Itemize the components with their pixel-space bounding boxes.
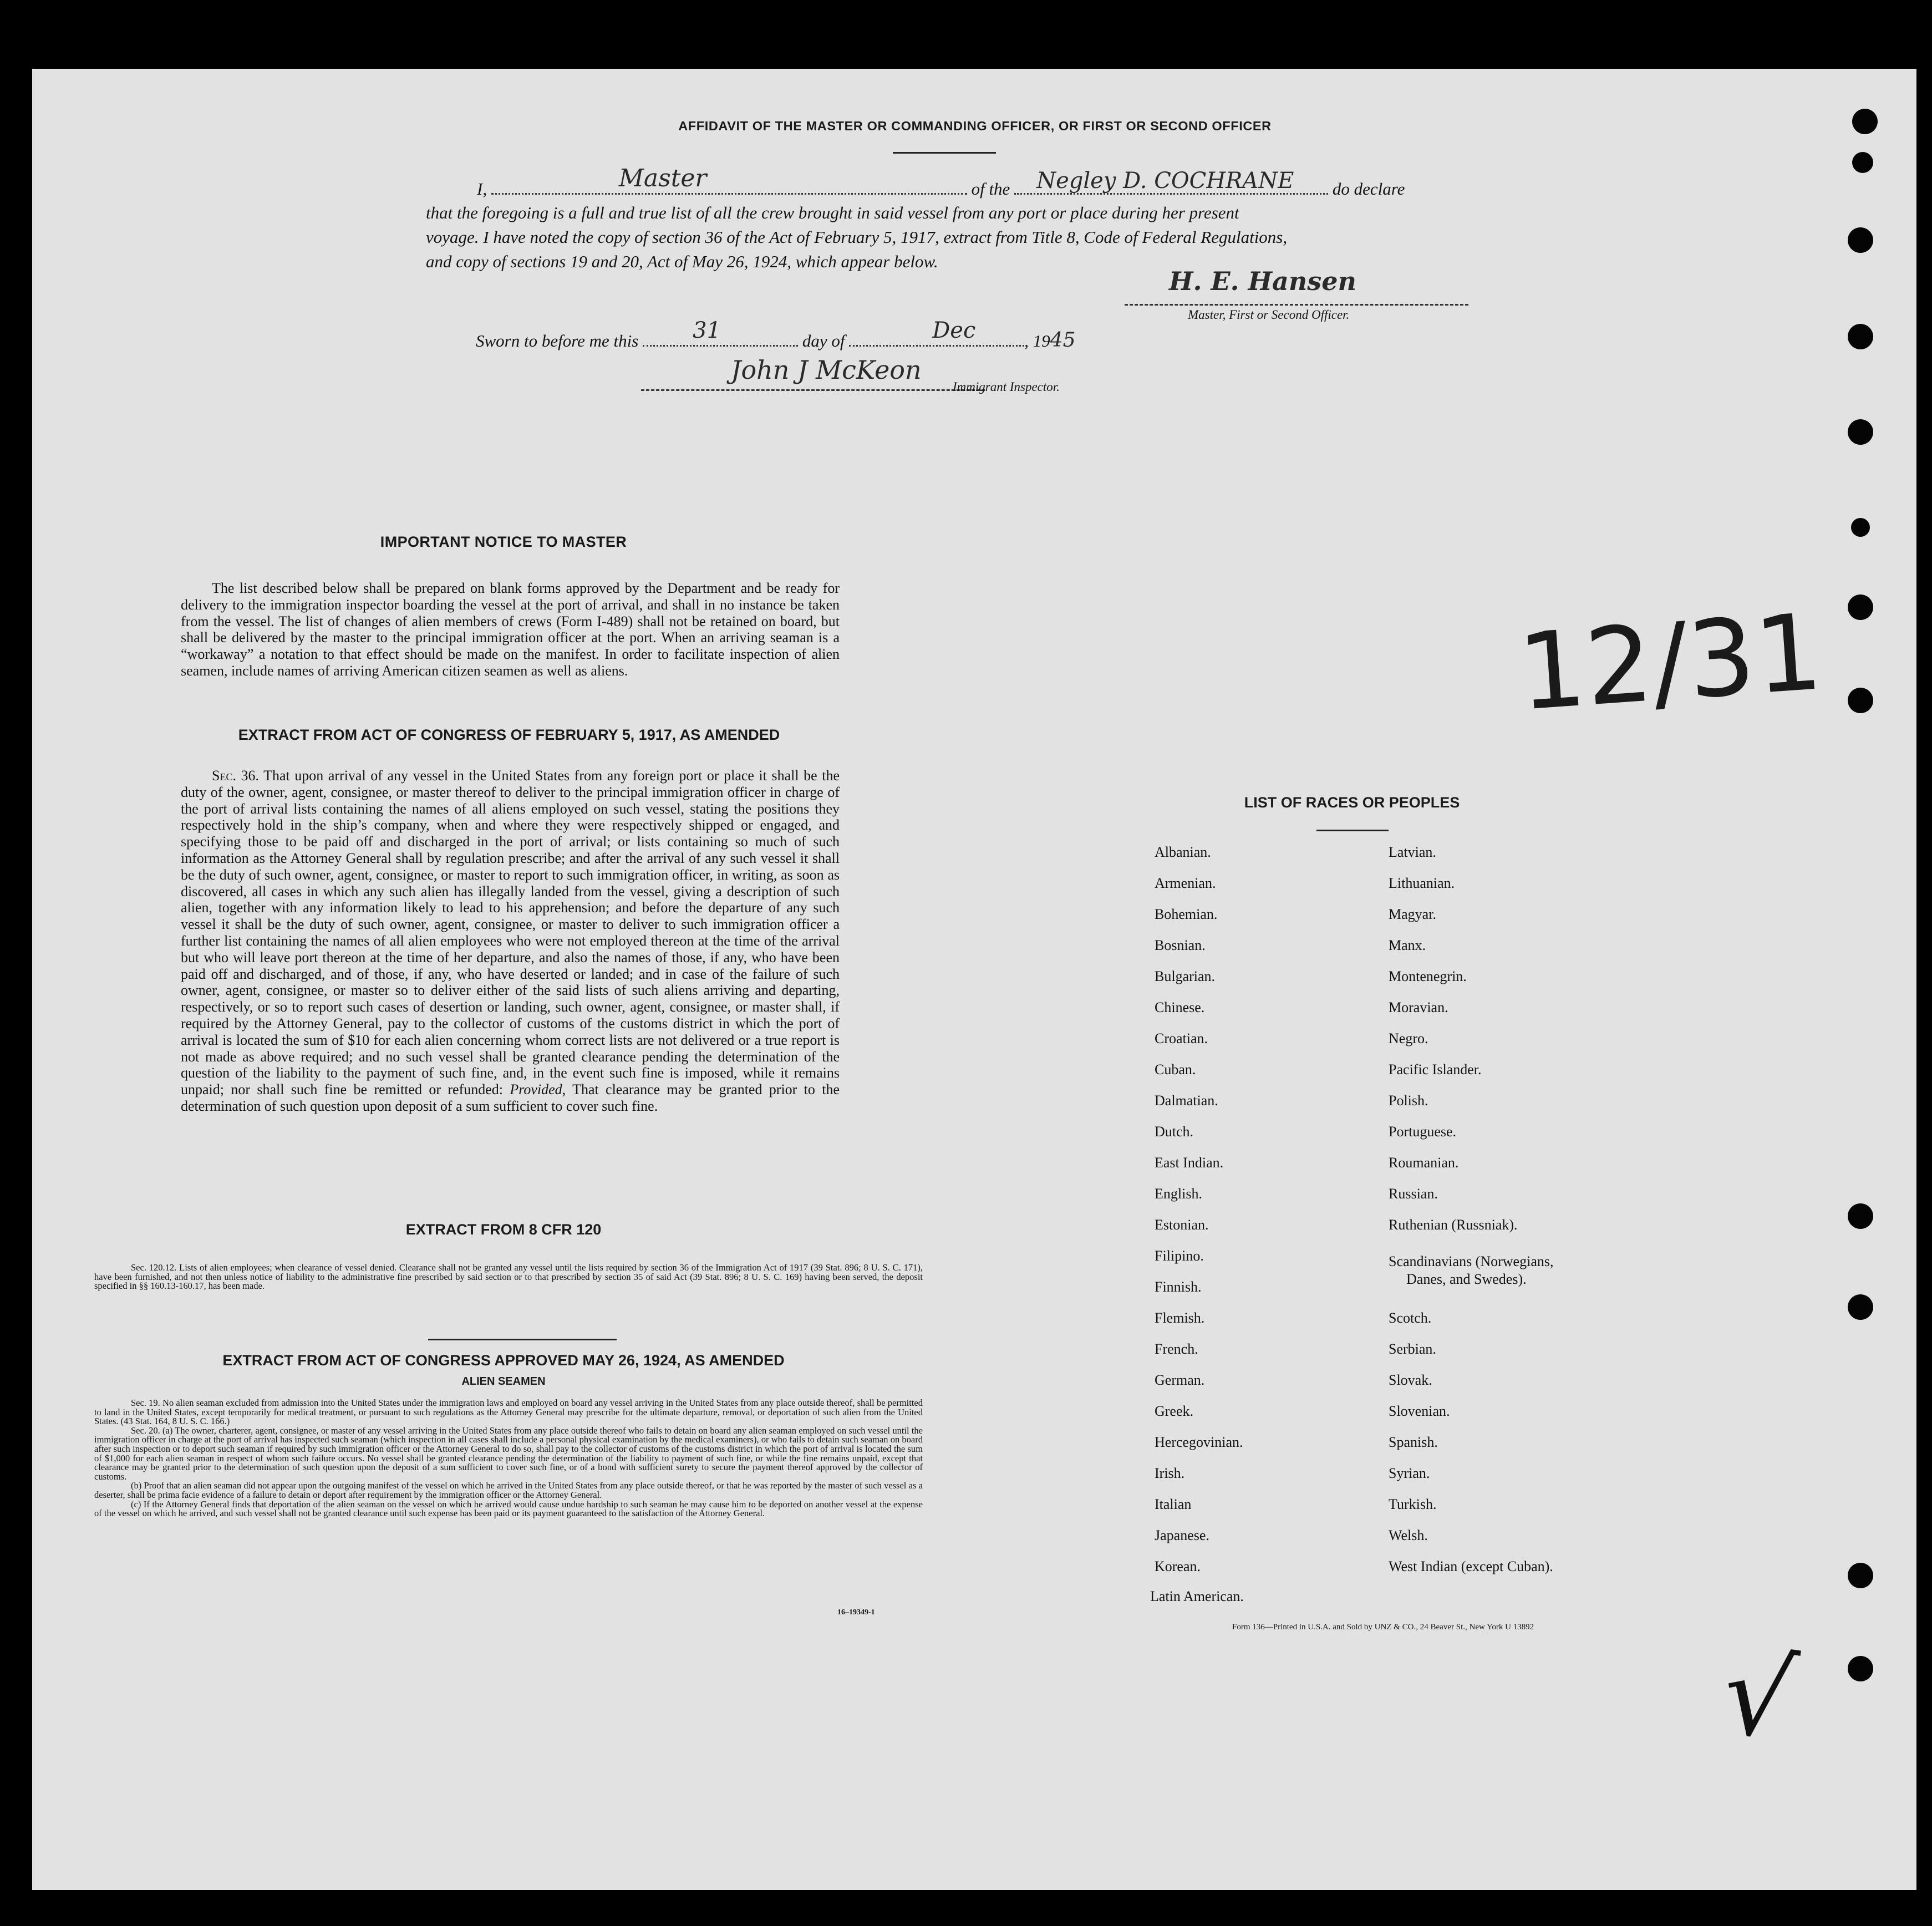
punch-hole	[1848, 1203, 1873, 1229]
race-item: Moravian.	[1389, 999, 1448, 1015]
races-title: LIST OF RACES OR PEOPLES	[1244, 794, 1460, 811]
punch-hole	[1848, 688, 1873, 713]
extract-1924-title: EXTRACT FROM ACT OF CONGRESS APPROVED MAY 26, 1924, AS AMENDED	[222, 1352, 785, 1369]
title-rule	[893, 152, 996, 154]
extract-1917-text: Sec. 36. That upon arrival of any vessel in the United States from any foreign port or place it shall be the duty of the owner, agent, consignee, or master thereof to deliver to the principal immigration officer in charge of the port of arrival lists containing the names of all aliens employed on such vessel, stating the positions they respectively hold in the ship’s company, when and where they were respectively shipped or engaged, and specifying those to be paid off and discharged in the port of arrival; or lists containing so much of such information as the Attorney General shall by regulation prescribe; and after the arrival of any such vessel it shall be the duty of such owner, agent, consignee, or master to report to such immigration officer, in writing, as soon as discovered, all cases in which any such alien has illegally landed from the vessel, giving a description of such alien, together with any information likely to lead to his apprehension; and before the departure of any such vessel it shall be the duty of such owner, agent, consignee, or master to deliver to such immigration officer a further list containing the names of all alien employees who were not employed thereon at the time of the arrival but who will leave port thereon at the time of her departure, and also the names of those, if any, who have been paid off and discharged, and of those, if any, who have deserted or landed; and in case of the failure of such owner, agent, consignee, or master so to deliver either of the said lists of such aliens arriving and departing, respectively, or so to report such cases of desertion or landing, such owner, agent, consignee, or master shall, if required by the Attorney General, pay to the collector of customs of the customs district in which the port of arrival is located the sum of $10 for each alien concerning whom correct lists are not delivered or a true report is not made as above required; and no such vessel shall be granted clearance pending the determination of the question of the liability to the payment of such fine, and, in the event such fine is imposed, while it remains unpaid; nor shall such fine be remitted or refunded: Provided, That clearance may be granted prior to the determination of such question upon deposit of a sum sufficient to cover such fine.	[181, 768, 840, 1114]
race-item: Magyar.	[1389, 906, 1436, 922]
race-item: Bohemian.	[1155, 906, 1218, 922]
race-item: French.	[1155, 1341, 1198, 1357]
sworn-day-field	[643, 318, 798, 347]
master-signature: H. E. Hansen	[1169, 266, 1356, 296]
race-item: Pacific Islander.	[1389, 1061, 1482, 1078]
vessel-field	[1014, 168, 1328, 195]
inspector-signature: John J McKeon	[731, 355, 922, 385]
affidavit-line-4: and copy of sections 19 and 20, Act of May 26, 1924, which appear below.	[426, 252, 938, 271]
race-item: Manx.	[1389, 937, 1426, 953]
extract-1924-text: Sec. 19. No alien seaman excluded from admission into the United States under the immigration laws and employed on board any vessel arriving in the United States from any place outside thereof, shall be permitted to land in the United States, except temporarily for medical treatment, or pursuant to such regulations as the Attorney General may prescribe for the ultimate departure, removal, or deportation of such alien from the United States. (43 Stat. 164, 8 U. S. C. 166.) Sec. 20. (a) The owner, charterer, agent, consignee, or master of any vessel arriving in the United States from any place outside thereof who fails to detain on board any alien seaman employed on such vessel until the immigration officer in charge at the port of arrival has inspected such seaman (which inspection in all cases shall include a personal physical examination by the medical examiners), or who fails to detain such seaman on board after such inspection or to deport such seaman if required by such immigration officer or the Attorney General to do so, shall pay to the collector of customs of the customs district in which the port of arrival is located the sum of $1,000 for each alien seaman in respect of whom such failure occurs. No vessel shall be granted clearance pending the determination of the liability to payment of such fine, or while the fine remains unpaid, except that clearance may be granted prior to the determination of such question upon the deposit of a sum sufficient to cover such fine, or of a bond with sufficient surety to secure the payment thereof approved by the collector of customs. (b) Proof that an alien seaman did not appear upon the outgoing manifest of the vessel on which he arrived in the United States from any place outside thereof, or that he was reported by the master of such vessel as a deserter, shall be prima facie evidence of a failure to detain or deport after requirement by the immigration officer or the Attorney General. (c) If the Attorney General finds that deportation of the alien seaman on the vessel on which he arrived would cause undue hardship to such seaman he may cause him to be deported on another vessel at the expense of the vessel on which he arrived, and such vessel shall not be granted clearance until such expense has been paid or its payment guaranteed to the satisfaction of the Attorney General.	[94, 1398, 923, 1519]
race-item: Slovak.	[1389, 1372, 1432, 1388]
race-item: Portuguese.	[1389, 1124, 1457, 1140]
master-field	[491, 164, 967, 195]
punch-hole	[1848, 1294, 1873, 1320]
race-item: Japanese.	[1155, 1527, 1209, 1543]
race-item: Chinese.	[1155, 999, 1205, 1015]
master-handwriting: Master	[618, 164, 707, 192]
punch-hole	[1852, 109, 1878, 134]
race-item: Korean.	[1155, 1558, 1201, 1574]
punch-hole	[1848, 419, 1873, 445]
vessel-handwriting: Negley D. COCHRANE	[1036, 168, 1294, 194]
race-item: Bulgarian.	[1155, 968, 1216, 984]
race-item: Scotch.	[1389, 1310, 1432, 1326]
race-item: Armenian.	[1155, 875, 1216, 891]
inspector-caption: Immigrant Inspector.	[953, 380, 1060, 394]
punch-hole	[1848, 594, 1873, 620]
races-rule	[1316, 830, 1389, 831]
punch-hole	[1848, 1563, 1873, 1588]
affidavit-line-3: voyage. I have noted the copy of section 36 of the Act of February 5, 1917, extract from Title 8, Code of Federal Regulations,	[426, 227, 1288, 247]
race-item: Italian	[1155, 1496, 1192, 1512]
race-item: Albanian.	[1155, 844, 1211, 860]
race-item: Scandinavians (Norwegians,	[1389, 1253, 1554, 1269]
race-item: German.	[1155, 1372, 1205, 1388]
race-item: Dalmatian.	[1155, 1092, 1218, 1109]
sworn-year: 45	[1050, 329, 1076, 352]
race-item: Greek.	[1155, 1403, 1194, 1419]
race-item: Dutch.	[1155, 1124, 1194, 1140]
race-item: Ruthenian (Russniak).	[1389, 1217, 1518, 1233]
notice-text: The list described below shall be prepared on blank forms approved by the Department and be ready for delivery to the immigration inspector boarding the vessel at the port of arrival, and shall in no instance be taken from the vessel. The list of changes of alien members of crews (Form I-489) shall not be retained on board, but shall be delivered by the master to the principal immigration officer at the port. When an arriving seaman is a “workaway” a notation to that effect should be made on the manifest. In order to facilitate inspection of alien seamen, include names of arriving American citizen seamen as well as aliens.	[181, 580, 840, 679]
punch-hole	[1848, 324, 1873, 349]
master-signature-line	[1125, 304, 1468, 306]
cfr-rule	[428, 1339, 617, 1340]
races-left-column	[1150, 844, 1361, 1687]
race-item: Croatian.	[1155, 1030, 1208, 1046]
sworn-line: Sworn to before me this 31 day of Dec , 1945	[476, 318, 1076, 352]
race-item: Negro.	[1389, 1030, 1428, 1046]
race-item: Syrian.	[1389, 1465, 1430, 1481]
notice-title: IMPORTANT NOTICE TO MASTER	[380, 533, 627, 550]
check-mark: √	[1715, 1628, 1803, 1766]
race-item: Polish.	[1389, 1092, 1428, 1109]
extract-1924-subtitle: ALIEN SEAMEN	[461, 1375, 546, 1388]
race-item: Russian.	[1389, 1186, 1438, 1202]
punch-hole	[1851, 518, 1870, 537]
race-item: Welsh.	[1389, 1527, 1428, 1543]
printer-footer: Form 136—Printed in U.S.A. and Sold by UNZ & CO., 24 Beaver St., New York U 13892	[1232, 1623, 1534, 1632]
race-item: Roumanian.	[1389, 1155, 1459, 1171]
races-right-column	[1384, 844, 1661, 1687]
affidavit-title: AFFIDAVIT OF THE MASTER OR COMMANDING OFFICER, OR FIRST OR SECOND OFFICER	[678, 119, 1272, 133]
sworn-month-field	[849, 318, 1024, 347]
punch-hole	[1848, 1656, 1873, 1681]
affidavit-line-2: that the foregoing is a full and true list of all the crew brought in said vessel from any port or place during her present	[426, 203, 1239, 222]
race-item: Estonian.	[1155, 1217, 1209, 1233]
punch-hole	[1848, 227, 1873, 253]
extract-cfr-title: EXTRACT FROM 8 CFR 120	[405, 1221, 602, 1238]
race-item: East Indian.	[1155, 1155, 1224, 1171]
handwritten-number: 12/31	[1514, 591, 1826, 734]
race-item: West Indian (except Cuban).	[1389, 1558, 1553, 1574]
inspector-signature-line	[641, 389, 985, 391]
race-item: Bosnian.	[1155, 937, 1206, 953]
race-item: Montenegrin.	[1389, 968, 1467, 984]
race-item: English.	[1155, 1186, 1202, 1202]
race-item: Latvian.	[1389, 844, 1436, 860]
race-item: Cuban.	[1155, 1061, 1196, 1078]
document-page	[32, 69, 1916, 1890]
race-item: Filipino.	[1155, 1248, 1204, 1264]
race-item: Turkish.	[1389, 1496, 1437, 1512]
race-item: Hercegovinian.	[1155, 1434, 1243, 1450]
race-item: Irish.	[1155, 1465, 1185, 1481]
sworn-day: 31	[693, 318, 721, 343]
race-item: Serbian.	[1389, 1341, 1436, 1357]
race-item: Lithuanian.	[1389, 875, 1455, 891]
race-item: Flemish.	[1155, 1310, 1205, 1326]
affidavit-line-1: I, Master of the Negley D. COCHRANE do declare	[477, 164, 1405, 199]
race-item: Finnish.	[1155, 1279, 1202, 1295]
race-item: Danes, and Swedes).	[1406, 1271, 1527, 1287]
master-signature-caption: Master, First or Second Officer.	[1188, 308, 1350, 322]
sworn-month: Dec	[932, 318, 976, 343]
race-item: Spanish.	[1389, 1434, 1438, 1450]
extract-1917-title: EXTRACT FROM ACT OF CONGRESS OF FEBRUARY 5, 1917, AS AMENDED	[238, 726, 780, 743]
punch-hole	[1852, 152, 1873, 173]
race-item: Latin American.	[1150, 1588, 1244, 1604]
extract-cfr-text: Sec. 120.12. Lists of alien employees; when clearance of vessel denied. Clearance shall not be granted any vessel until the lists required by section 36 of the Immigration Act of 1917 (39 Stat. 896; 8 U. S. C. 171), have been furnished, and not then unless notice of liability to the administrative fine prescribed by said section or to that prescribed by section 35 of said Act (39 Stat. 896; 8 U. S. C. 169) having been served, the deposit specified in §§ 160.13-160.17, has been made.	[94, 1262, 923, 1292]
form-code: 16–19349-1	[837, 1608, 875, 1617]
race-item: Slovenian.	[1389, 1403, 1450, 1419]
